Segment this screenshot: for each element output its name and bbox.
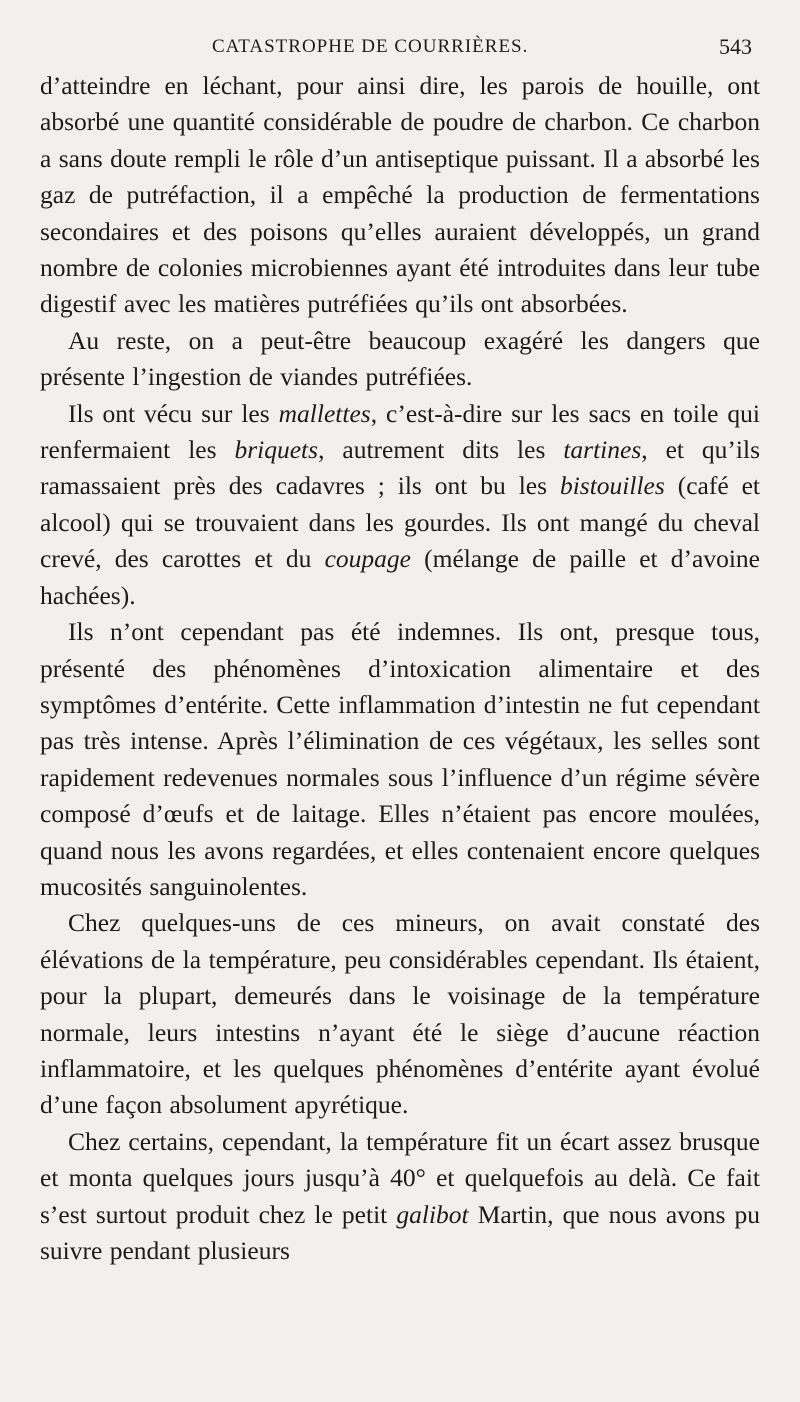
text-segment: (café et alcool) qui se trouvaient dans les gourdes. Ils ont mangé du cheval crevé, des carottes et du — [40, 471, 760, 574]
page-number: 543 — [719, 34, 752, 59]
paragraph — [40, 396, 760, 614]
text-segment: , c’est-à-dire sur les sacs en toile qui renfermaient les — [40, 398, 760, 465]
paragraph — [40, 68, 760, 323]
italic-term: mallettes — [278, 398, 371, 428]
italic-term: briquets — [234, 435, 319, 465]
body-text — [40, 68, 760, 1269]
text-segment: , et qu’ils ramassaient près des cadavres ; ils ont bu les — [40, 435, 760, 501]
text-segment: Chez quelques-uns de ces mineurs, on avait constaté des élévations de la température, peu considérables cependant. Ils étaient, pour la plupart, demeurés dans le voisinage de la température normale, leurs intestins n’ayant été le siège d’aucune réaction inflammatoire, et les quelques phénomènes d’entérite ayant évolué d’une façon absolument apyrétique. — [40, 908, 760, 1120]
text-segment: Au reste, on a peut-être beaucoup exagéré les dangers que présente l’ingestion de viandes putréfiées. — [40, 325, 760, 392]
running-head: CATASTROPHE DE COURRIÈRES. — [212, 36, 529, 57]
paragraph — [40, 905, 760, 1123]
paragraph — [40, 614, 760, 905]
italic-term: bistouilles — [559, 471, 665, 501]
italic-term: tartines — [563, 435, 642, 465]
text-segment: d’atteindre en léchant, pour ainsi dire, les parois de houille, ont absorbé une quantité considérable de poudre de charbon. Ce charbon a sans doute rempli le rôle d’un antiseptique puissant. Il a absorbé les gaz de putréfaction, il a empêché la production de fermentations secondaires et des poisons qu’elles auraient développés, un grand nombre de colonies microbiennes ayant été introduites dans leur tube digestif avec les matières putréfiées qu’ils ont absorbées. — [40, 71, 760, 319]
italic-term: galibot — [396, 1199, 469, 1229]
page-header — [40, 32, 760, 68]
italic-term: coupage — [324, 544, 411, 574]
text-segment: Chez certains, cependant, la température fit un écart assez brusque et monta quelques jours jusqu’à 40° et quelquefois au delà. Ce fait s’est surtout produit chez le petit — [40, 1126, 760, 1229]
paragraph — [40, 323, 760, 396]
text-segment: Ils ont vécu sur les — [68, 398, 279, 428]
text-segment: (mélange de paille et d’avoine hachées). — [40, 544, 760, 610]
paragraph — [40, 1124, 760, 1270]
text-segment: Martin, que nous avons pu suivre pendant plusieurs — [40, 1199, 760, 1265]
text-segment: , autrement dits les — [318, 435, 564, 465]
text-segment: Ils n’ont cependant pas été indemnes. Ils ont, presque tous, présenté des phénomènes d’intoxication alimentaire et des symptômes d’entérite. Cette inflammation d’intestin ne fut cependant pas très intense. Après l’élimination de ces végétaux, les selles sont rapidement redevenues normales sous l’influence d’un régime sévère composé d’œufs et de laitage. Elles n’étaient pas encore moulées, quand nous les avons regardées, et elles contenaient encore quelques mucosités sanguinolentes. — [40, 617, 760, 901]
